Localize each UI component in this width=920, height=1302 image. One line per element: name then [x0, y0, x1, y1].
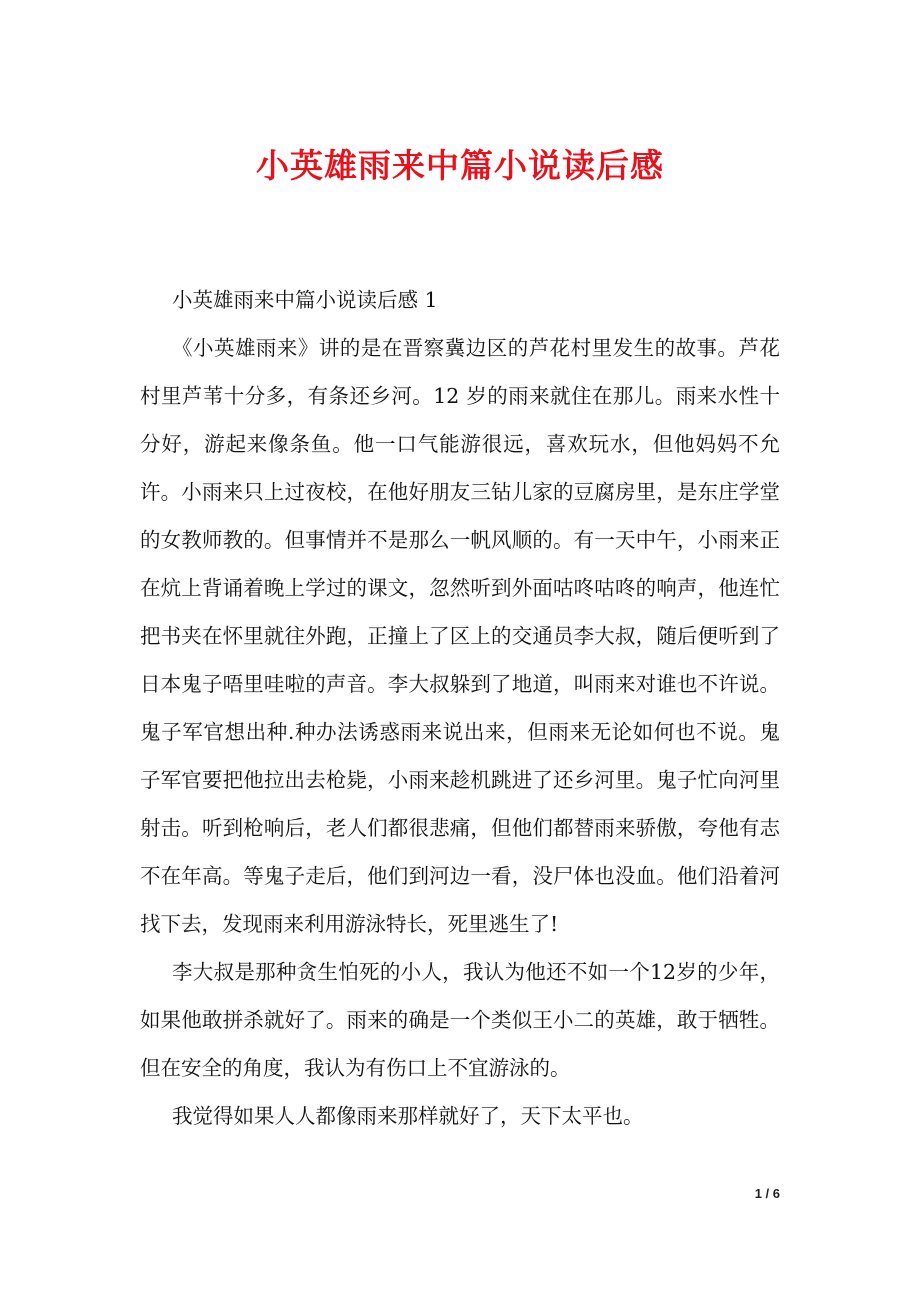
body-paragraph-2: 李大叔是那种贪生怕死的小人，我认为他还不如一个12岁的少年，如果他敢拼杀就好了。雨来的确是一个类似王小二的英雄，敢于牺牲。但在安全的角度，我认为有伤口上不宜游泳的。 — [140, 960, 780, 1080]
document-title: 小英雄雨来中篇小说读后感 — [256, 146, 664, 185]
section-heading: 小英雄雨来中篇小说读后感 1 — [172, 288, 438, 312]
body-paragraph-1: 《小英雄雨来》讲的是在晋察冀边区的芦花村里发生的故事。芦花村里芦苇十分多，有条还乡河。12 岁的雨来就住在那儿。雨来水性十分好，游起来像条鱼。他一口气能游很远，喜欢玩水，但他妈妈不允许。小雨来只上过夜校，在他好朋友三钻儿家的豆腐房里，是东庄学堂的女教师教的。但事情并不是那么一帆风顺的。有一天中午，小雨来正在炕上背诵着晚上学过的课文，忽然听到外面咕咚咕咚的响声，他连忙把书夹在怀里就往外跑，正撞上了区上的交通员李大叔，随后便听到了日本鬼子唔里哇啦的声音。李大叔躲到了地道，叫雨来对谁也不许说。鬼子军官想出种.种办法诱惑雨来说出来，但雨来无论如何也不说。鬼子军官要把他拉出去枪毙，小雨来趁机跳进了还乡河里。鬼子忙向河里射击。听到枪响后，老人们都很悲痛，但他们都替雨来骄傲，夸他有志不在年高。等鬼子走后，他们到河边一看，没尸体也没血。他们沿着河找下去，发现雨来利用游泳特长，死里逃生了! — [140, 336, 780, 936]
document-body — [140, 276, 780, 1140]
page-number: 1 / 6 — [754, 1186, 780, 1201]
body-paragraph-3: 我觉得如果人人都像雨来那样就好了，天下太平也。 — [172, 1104, 644, 1128]
